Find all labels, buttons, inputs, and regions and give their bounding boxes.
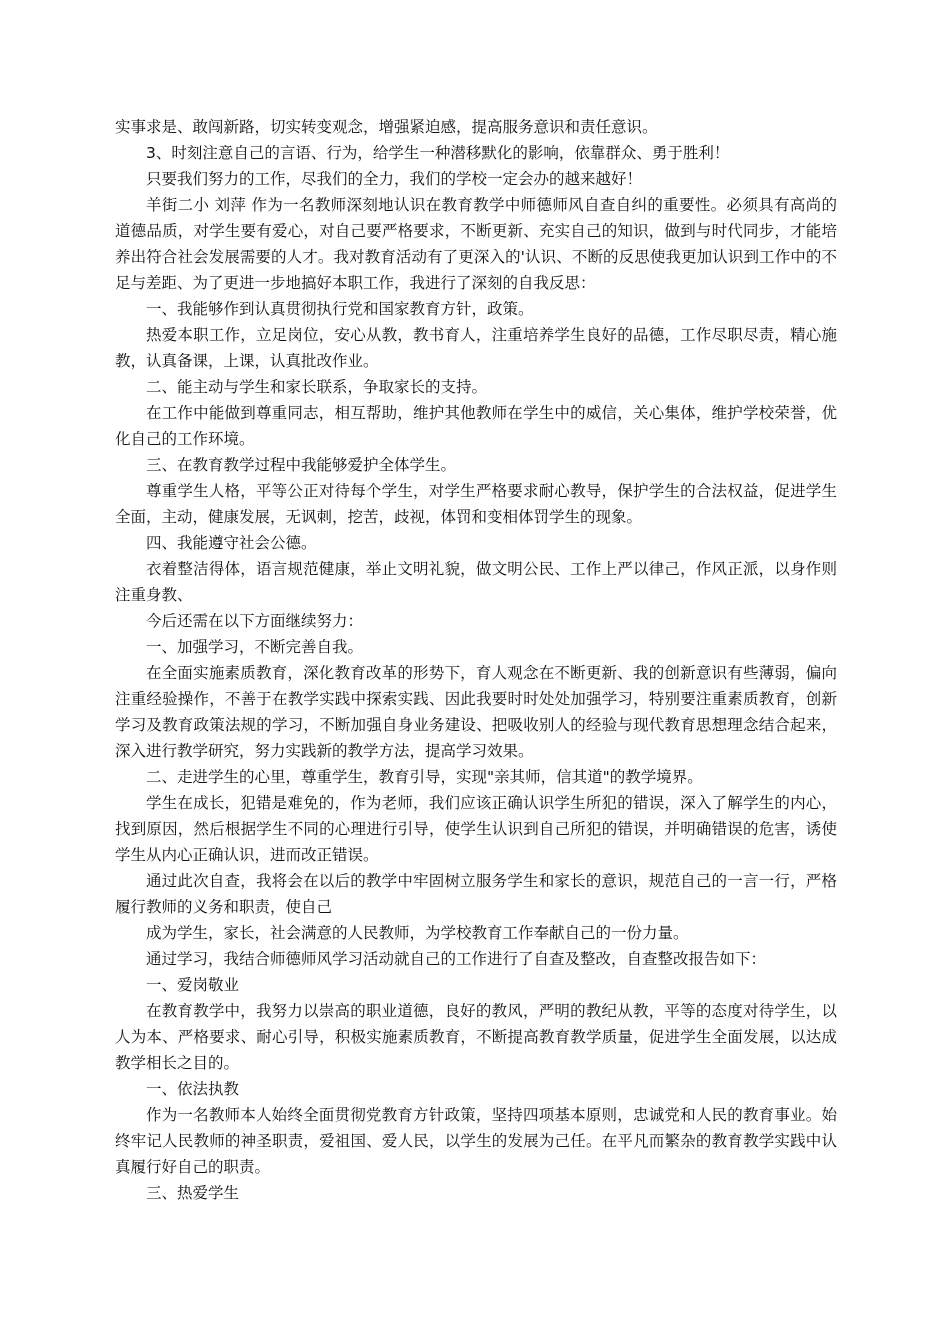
- paragraph: 今后还需在以下方面继续努力：: [146, 612, 364, 630]
- paragraph: 只要我们努力的工作，尽我们的全力，我们的学校一定会办的越来越好！: [146, 170, 643, 188]
- paragraph: 在工作中能做到尊重同志，相互帮助，维护其他教师在学生中的威信，关心集体，维护学校荣誉，优化自己的工作环境。: [115, 404, 837, 448]
- paragraph: 通过学习，我结合师德师风学习活动就自己的工作进行了自查及整改，自查整改报告如下：: [146, 950, 767, 968]
- paragraph: 一、我能够作到认真贯彻执行党和国家教育方针，政策。: [146, 300, 534, 318]
- paragraph: 3、时刻注意自己的言语、行为，给学生一种潜移默化的影响，依靠群众、勇于胜利！: [146, 144, 730, 162]
- paragraph: 尊重学生人格，平等公正对待每个学生，对学生严格要求耐心教导，保护学生的合法权益，促进学生全面，主动，健康发展，无讽刺，挖苦，歧视，体罚和变相体罚学生的现象。: [115, 482, 837, 526]
- paragraph: 一、依法执教: [146, 1080, 240, 1098]
- paragraph: 在教育教学中，我努力以崇高的职业道德，良好的教风，严明的教纪从教，平等的态度对待学生，以人为本、严格要求、耐心引导，积极实施素质教育，不断提高教育教学质量，促进学生全面发展，以达成教学相长之目的。: [115, 1002, 837, 1072]
- paragraph: 二、走进学生的心里，尊重学生，教育引导，实现"亲其师，信其道"的教学境界。: [146, 768, 703, 786]
- paragraph: 一、爱岗敬业: [146, 976, 240, 994]
- paragraph: 一、加强学习，不断完善自我。: [146, 638, 364, 656]
- paragraph: 热爱本职工作，立足岗位，安心从教，教书育人，注重培养学生良好的品德，工作尽职尽责，精心施教，认真备课，上课，认真批改作业。: [115, 326, 837, 370]
- paragraph: 通过此次自查，我将会在以后的教学中牢固树立服务学生和家长的意识，规范自己的一言一行，严格履行教师的义务和职责，使自己: [115, 872, 837, 916]
- paragraph: 作为一名教师本人始终全面贯彻党教育方针政策，坚持四项基本原则，忠诚党和人民的教育事业。始终牢记人民教师的神圣职责，爱祖国、爱人民，以学生的发展为己任。在平凡而繁杂的教育教学实践中认真履行好自己的职责。: [115, 1106, 837, 1176]
- paragraph: 衣着整洁得体，语言规范健康，举止文明礼貌，做文明公民、工作上严以律己，作风正派，以身作则注重身教、: [115, 560, 837, 604]
- paragraph: 四、我能遵守社会公德。: [146, 534, 317, 552]
- paragraph: 三、在教育教学过程中我能够爱护全体学生。: [146, 456, 457, 474]
- paragraph: 在全面实施素质教育，深化教育改革的形势下，育人观念在不断更新、我的创新意识有些薄弱，偏向注重经验操作，不善于在教学实践中探索实践、因此我要时时处处加强学习，特别要注重素质教育，创新学习及教育政策法规的学习，不断加强自身业务建设、把吸收别人的经验与现代教育思想理念结合起来，深入进行教学研究，努力实践新的教学方法，提高学习效果。: [115, 664, 837, 760]
- document-body: [115, 114, 837, 1206]
- paragraph: 成为学生，家长，社会满意的人民教师，为学校教育工作奉献自己的一份力量。: [146, 924, 689, 942]
- paragraph: 三、热爱学生: [146, 1184, 240, 1202]
- paragraph: 二、能主动与学生和家长联系，争取家长的支持。: [146, 378, 488, 396]
- paragraph: 学生在成长，犯错是难免的，作为老师，我们应该正确认识学生所犯的错误，深入了解学生的内心，找到原因，然后根据学生不同的心理进行引导，使学生认识到自己所犯的错误，并明确错误的危害，诱使学生从内心正确认识，进而改正错误。: [115, 794, 837, 864]
- paragraph: 实事求是、敢闯新路，切实转变观念，增强紧迫感，提高服务意识和责任意识。: [115, 118, 658, 136]
- paragraph: 羊街二小 刘萍 作为一名教师深刻地认识在教育教学中师德师风自查自纠的重要性。必须具有高尚的道德品质，对学生要有爱心，对自己要严格要求，不断更新、充实自己的知识，做到与时代同步，才能培养出符合社会发展需要的人才。我对教育活动有了更深入的'认识、不断的反思使我更加认识到工作中的不足与差距、为了更进一步地搞好本职工作，我进行了深刻的自我反思：: [115, 196, 837, 292]
